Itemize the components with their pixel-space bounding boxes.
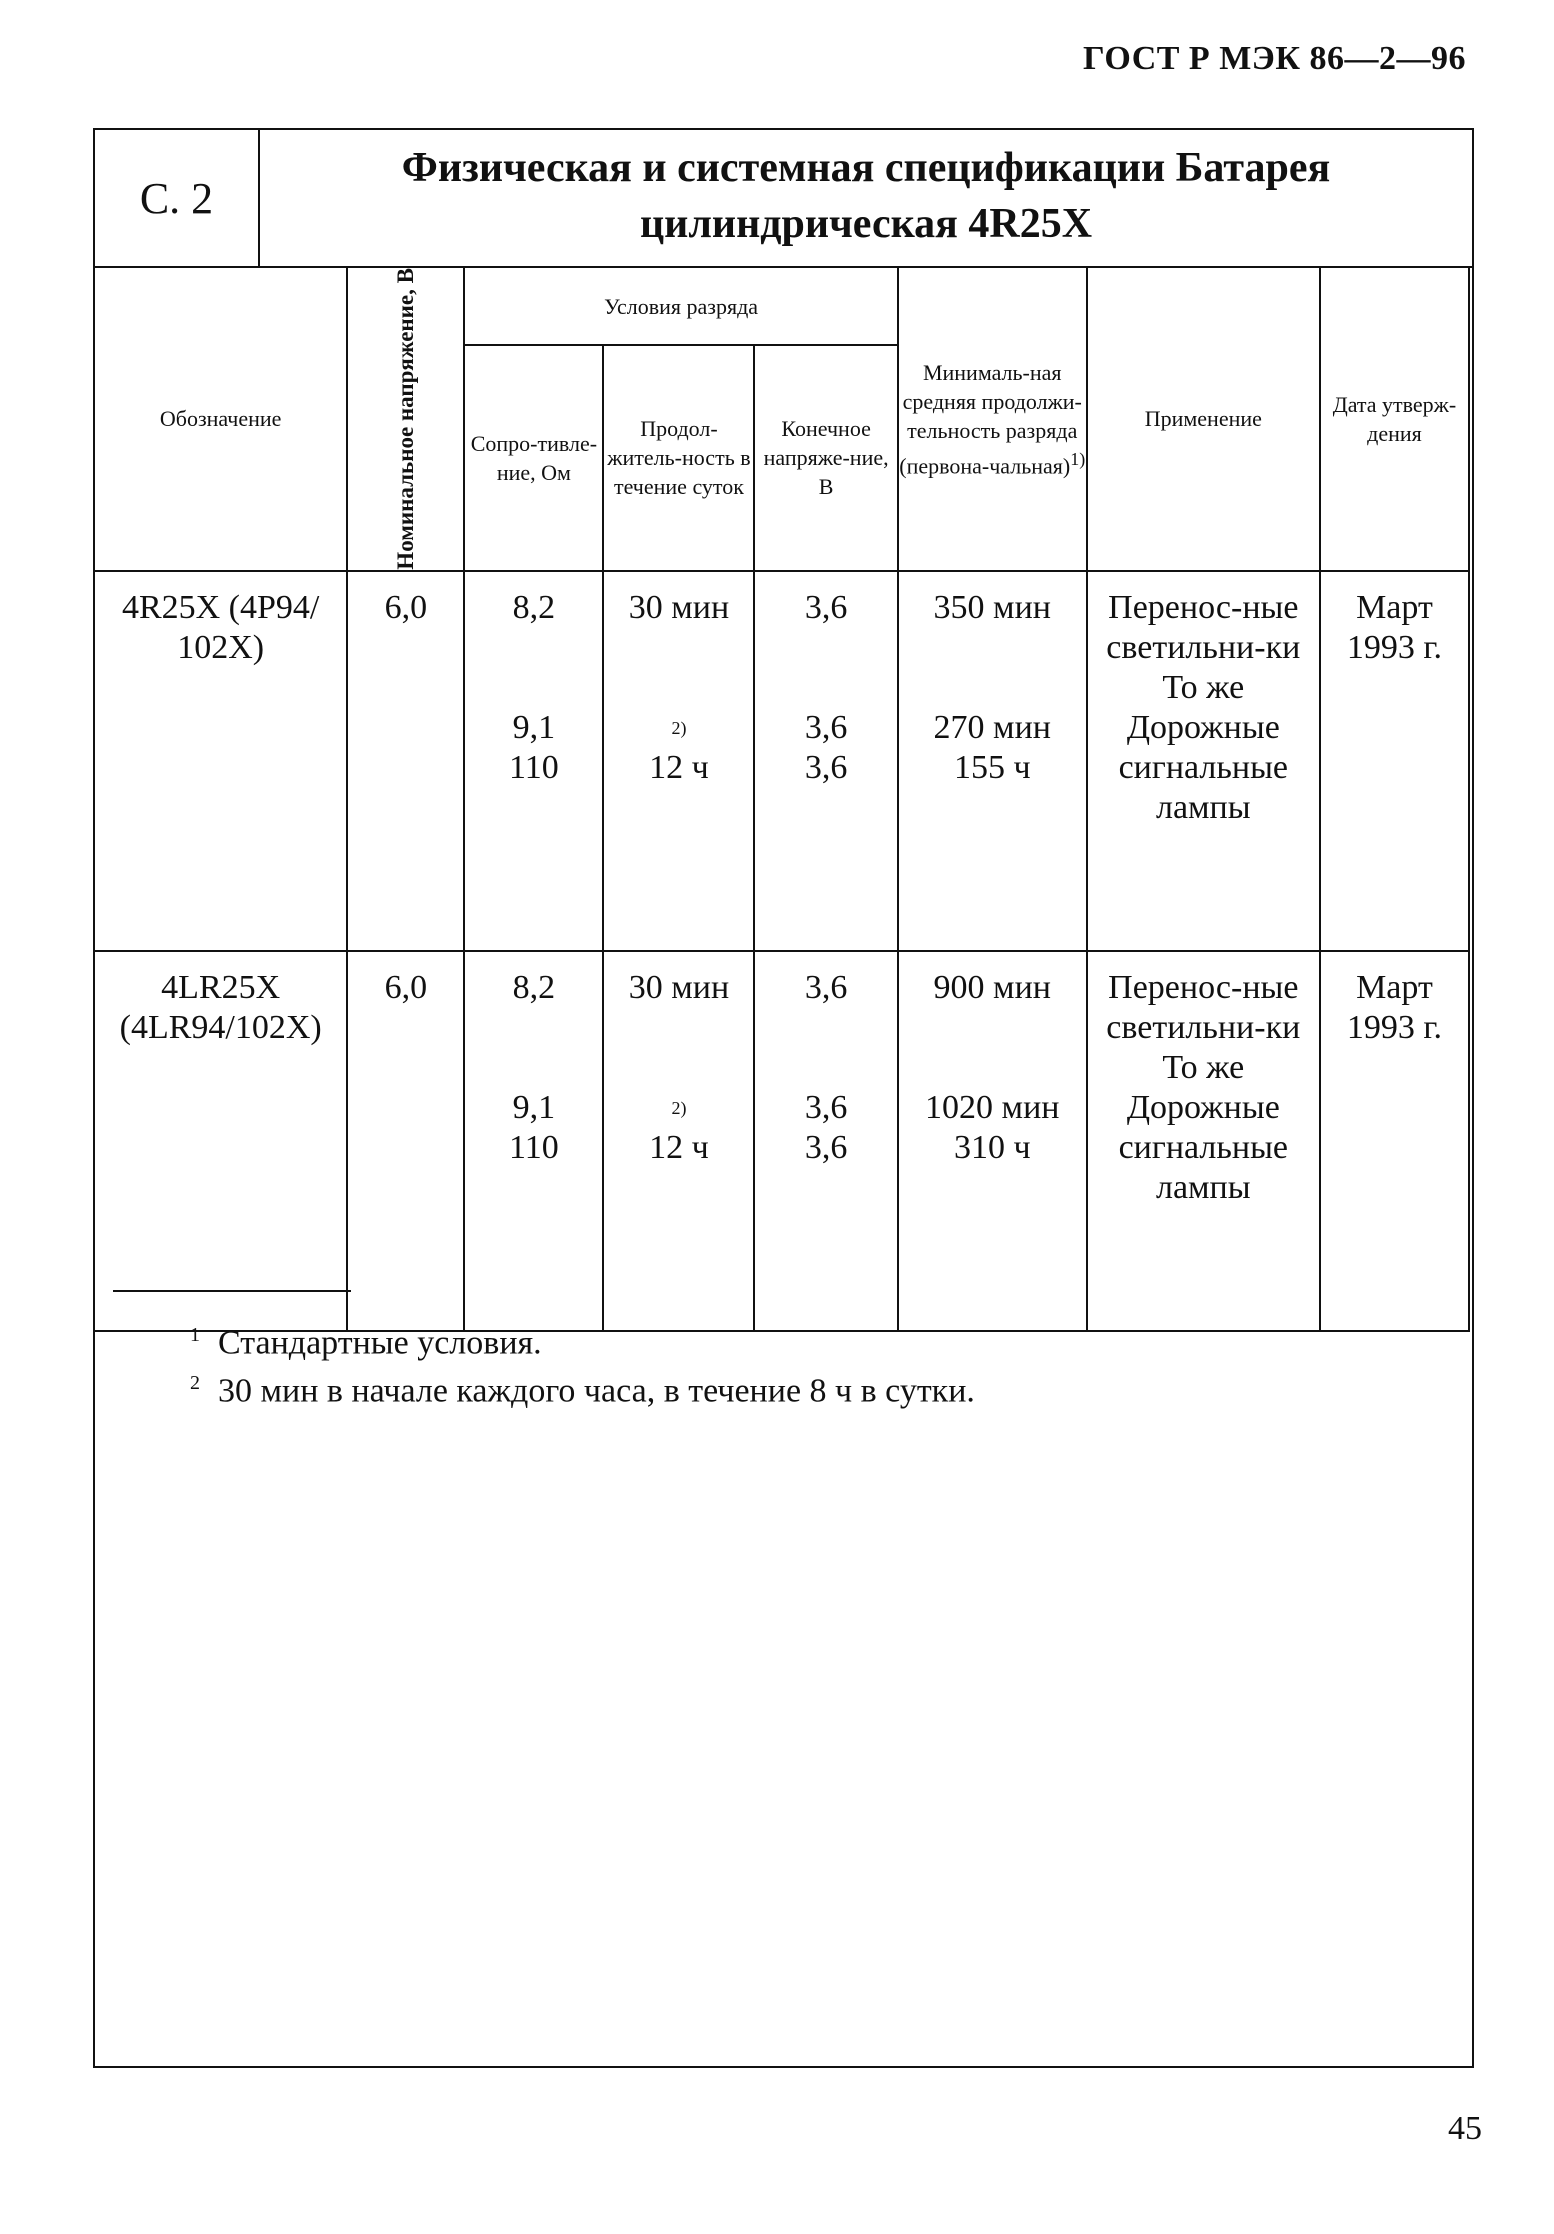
spec-sheet-frame — [93, 128, 1474, 2068]
cell-min-duration: 350 мин 270 мин 155 ч — [898, 571, 1087, 951]
table-row — [94, 951, 1469, 1331]
cell-voltage: 6,0 — [347, 571, 464, 951]
col-application: Применение — [1087, 267, 1320, 571]
cell-resistance: 8,2 9,1 110 — [464, 951, 603, 1331]
footnote-divider — [113, 1290, 351, 1292]
col-designation: Обозначение — [94, 267, 347, 571]
table-row — [94, 571, 1469, 951]
page-number: 45 — [1448, 2110, 1482, 2147]
col-nominal-voltage: Номинальное напряжение, В — [347, 267, 464, 571]
cell-application: Перенос-ные светильни-ки То же Дорожные сигнальные лампы — [1087, 571, 1320, 951]
cell-duration: 30 мин 2) 12 ч — [603, 571, 754, 951]
col-approval-date: Дата утверж-дения — [1320, 267, 1469, 571]
col-resistance: Сопро-тивле-ние, Ом — [464, 345, 603, 570]
page-reference: С. 2 — [95, 130, 260, 266]
cell-application: Перенос-ные светильни-ки То же Дорожные сигнальные лампы — [1087, 951, 1320, 1331]
cell-designation: 4LR25X (4LR94/102X) — [94, 951, 347, 1331]
cell-voltage: 6,0 — [347, 951, 464, 1331]
sheet-title: Физическая и системная спецификации Батарея цилиндрическая 4R25X — [401, 145, 1331, 247]
title-row — [95, 130, 1472, 268]
specification-table — [93, 266, 1470, 1332]
cell-min-duration: 900 мин 1020 мин 310 ч — [898, 951, 1087, 1331]
cell-designation: 4R25X (4P94/ 102X) — [94, 571, 347, 951]
cell-approval-date: Март 1993 г. — [1320, 571, 1469, 951]
cell-end-voltage: 3,6 3,6 3,6 — [754, 571, 897, 951]
cell-duration: 30 мин 2) 12 ч — [603, 951, 754, 1331]
cell-resistance: 8,2 9,1 110 — [464, 571, 603, 951]
footnotes — [190, 1315, 975, 1412]
col-discharge-conditions: Условия разряда — [464, 267, 897, 345]
col-min-duration: Минималь-ная средняя продолжи-тельность разряда (первона-чальная)$^{1)}$ — [898, 267, 1087, 571]
col-duration: Продол-житель-ность в течение суток — [603, 345, 754, 570]
footnote-item: 2 30 мин в начале каждого часа, в течение 8 ч в сутки. — [190, 1372, 975, 1410]
cell-approval-date: Март 1993 г. — [1320, 951, 1469, 1331]
standard-code: ГОСТ Р МЭК 86—2—96 — [1083, 40, 1466, 77]
footnote-item: 1 Стандартные условия. — [190, 1324, 542, 1362]
col-end-voltage: Конечное напряже-ние, В — [754, 345, 897, 570]
cell-end-voltage: 3,6 3,6 3,6 — [754, 951, 897, 1331]
